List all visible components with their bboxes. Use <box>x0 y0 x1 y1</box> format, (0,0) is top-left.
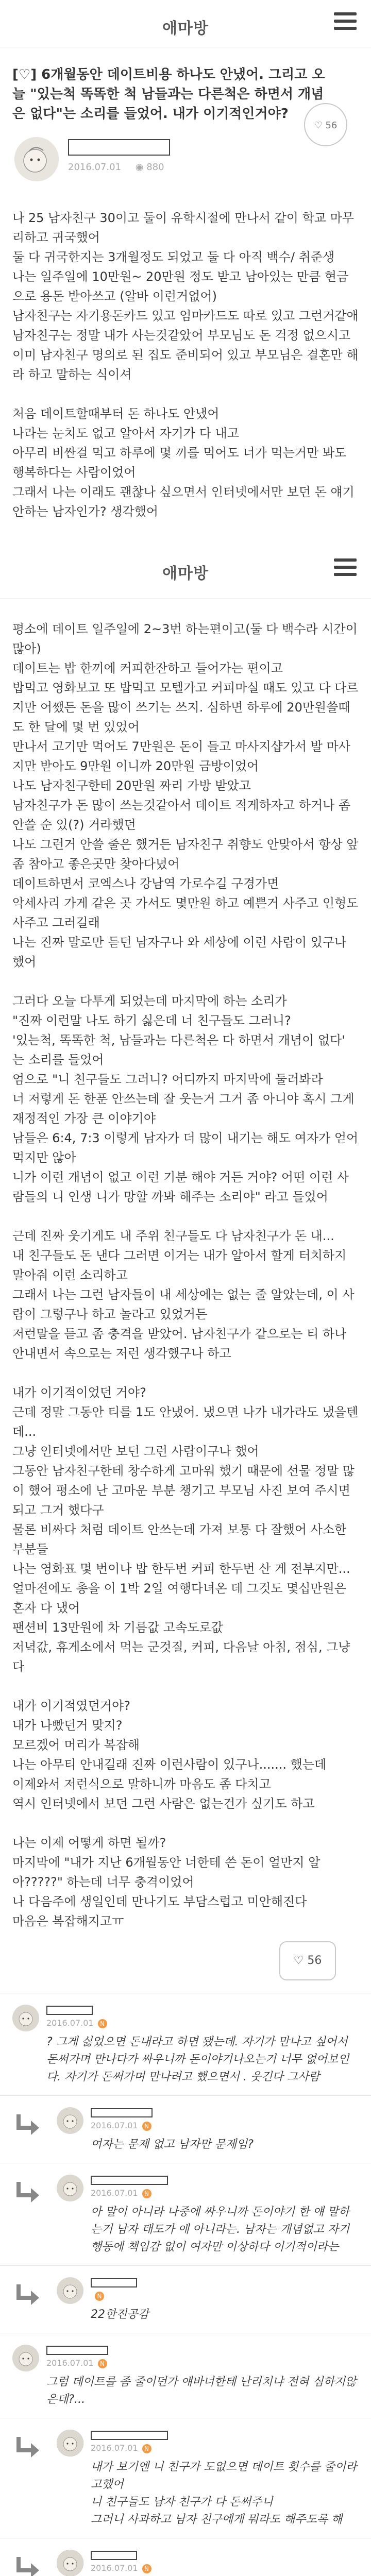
new-badge-icon: N <box>95 2292 104 2301</box>
reply-comment <box>0 2538 371 2576</box>
comment-date: 2016.07.01 N <box>46 2018 107 2028</box>
author-name-redacted <box>68 139 170 156</box>
body-line: 팬션비 13만원에 차 기름값 고속도로값 <box>12 1620 223 1635</box>
comment-text: 22한진공감 <box>91 2308 149 2321</box>
commenter-avatar[interactable] <box>12 2005 39 2031</box>
eye-icon: ◉ <box>135 162 144 173</box>
body-line: 모르겠어 머리가 복잡해 <box>12 1738 140 1752</box>
post-date: 2016.07.01 <box>68 162 122 173</box>
body-line: 내가 이기적이었던 거야? <box>12 1385 146 1400</box>
heart-outline-icon: ♡ <box>314 120 323 131</box>
paragraph-spacer <box>12 384 359 404</box>
reply-comment <box>0 2096 371 2163</box>
comment-header <box>57 2105 359 2136</box>
commenter-avatar[interactable] <box>57 2107 83 2134</box>
post-header <box>0 47 371 193</box>
body-line: 처음 데이트할때부터 돈 하나도 안냈어 <box>12 406 220 421</box>
body-line: 나는 일주일에 10만원~ 20만원 정도 받고 남아있는 만큼 현금으로 용돈 받아쓰고 (알바 이런거없어) <box>12 269 349 303</box>
body-line: 데이트는 밥 한끼에 커피한잔하고 들어가는 편이고 <box>12 661 283 675</box>
body-line: 나라는 눈치도 없고 알아서 자기가 다 내고 <box>12 426 239 440</box>
post-title: [♡] 6개월동안 데이트비용 하나도 안냈어. 그리고 오늘 "있는척 똑똑한 척 남들과는 다른척은 하면서 개념은 없다"는 소리를 들었어. 내가 이기적인거야? <box>12 67 325 122</box>
comment-text: 여자는 문제 없고 남자만 문제임? <box>91 2138 254 2151</box>
body-line: 저녁값, 휴게소에서 먹는 군것질, 커피, 다음날 아침, 점심, 그냥 다 <box>12 1640 355 1674</box>
body-line: 만나서 고기만 먹어도 7만원은 돈이 들고 마사지샵가서 발 마사지만 받아도 9만원 이니까 20만원 금방이었어 <box>12 739 350 773</box>
commenter-avatar[interactable] <box>12 2345 39 2371</box>
comment-header <box>57 2275 359 2306</box>
commenter-avatar[interactable] <box>57 2550 83 2576</box>
comment-list <box>0 1993 371 2576</box>
comment-header <box>57 2173 359 2204</box>
comment-header <box>57 2548 359 2576</box>
commenter-name-redacted <box>46 2346 108 2355</box>
body-line: 마지막에 "내가 지난 6개월동안 너한테 쓴 돈이 얼만지 알아?????" 하는데 너무 충격이었어 <box>12 1855 321 1889</box>
body-line: 남자친구는 정말 내가 사는것같았어 부모님도 돈 걱정 없으시고 <box>12 328 351 343</box>
body-line: 둘 다 귀국한지는 3개월정도 되었고 둘 다 아직 백수/ 취준생 <box>12 250 335 264</box>
site-logo-repeated[interactable]: 애마방 <box>162 565 209 583</box>
like-count-top-value: 56 <box>325 120 338 131</box>
reply-arrow-icon <box>10 2114 39 2137</box>
comment-date: 2016.07.01 N <box>91 2443 151 2453</box>
hamburger-menu-icon-repeated[interactable] <box>334 558 357 579</box>
view-count: 880 <box>146 162 164 173</box>
like-row <box>0 1941 371 1993</box>
body-line: 저런말을 듣고 좀 충격을 받았어. 남자친구가 같으로는 티 하나 안내면서 속으로는 저런 생각했구나 하고 <box>12 1327 350 1361</box>
body-line: 이제와서 저런식으로 말하니까 마음도 좀 다치고 <box>12 1777 271 1791</box>
reply-arrow-icon <box>10 2557 39 2576</box>
post-meta-row <box>12 120 359 184</box>
paragraph-spacer <box>12 1207 359 1226</box>
new-badge-icon: N <box>142 2189 151 2198</box>
post-body-continued <box>0 604 371 1941</box>
new-badge-icon: N <box>142 2564 151 2573</box>
body-line: 너 저렇게 돈 한푼 안쓰는데 잘 웃는거 그거 좀 아니야 혹시 그게 재정적인 가장 큰 이야기야 <box>12 1092 359 1126</box>
comment-text: 내가 보기엔 니 친구가 도없으면 데이트 횟수를 줄이라고했어 니 친구들도 남자 친구가 다 돈써주니 그러니 사과하고 남자 친구에게 뭐라도 해주도록 해 <box>91 2461 357 2526</box>
commenter-avatar[interactable] <box>57 2430 83 2456</box>
comment-text: ? 그게 싫었으면 돈내라고 하면 됐는데. 자기가 만나고 싶어서 돈써가며 만나다가 싸우니까 돈이야기나오는거 너무 없어보인다. 자기가 돈써가며 만나려고 했으면서 . 웃긴다 그사람 <box>46 2036 351 2083</box>
body-line: 역시 인터넷에서 보던 그런 사람은 없는건가 싶기도 하고 <box>12 1797 315 1811</box>
body-line: 내가 이기적였던거야? <box>12 1699 131 1713</box>
comment-text: 그럼 데이트를 좀 줄이던가 얘바너한테 난리치냐 전혀 심하지않은데?... <box>46 2376 357 2406</box>
body-line: 남자친구가 돈 많이 쓰는것같아서 데이트 적게하자고 하거나 좀 안쓸 순 있(?) 거라했던 <box>12 798 355 832</box>
reply-comment <box>0 2418 371 2538</box>
body-line: "진짜 이런말 나도 하기 싫은데 너 친구들도 그러니? <box>12 1013 291 1028</box>
commenter-name-redacted <box>91 2278 137 2287</box>
new-badge-icon: N <box>98 2019 107 2028</box>
commenter-name-redacted <box>91 2108 153 2117</box>
body-line: 근데 정말 그동안 티를 1도 안냈어. 냈으면 나가 내가라도 냈을텐데... <box>12 1405 359 1439</box>
comment <box>0 1993 371 2096</box>
hamburger-menu-icon[interactable] <box>334 12 357 33</box>
body-line: 얼마전에도 총을 이 1박 2일 여행다녀온 데 그것도 몇십만원은 혼자 다 냈어 <box>12 1581 350 1615</box>
body-line: 남들은 6:4, 7:3 이렇게 남자가 더 많이 내기는 해도 여자가 얻어먹지만 않아 <box>12 1131 359 1165</box>
body-line: 데이트하면서 코엑스나 강남역 가로수길 구경가면 <box>12 876 279 891</box>
reply-arrow-icon <box>10 2437 39 2460</box>
body-line: 내 친구들도 돈 낸다 그러면 이거는 내가 알아서 할게 터치하지 말아줘 이런 소리하고 <box>12 1248 350 1282</box>
like-button[interactable] <box>279 1941 336 1980</box>
reply-arrow-icon <box>10 2284 39 2307</box>
paragraph-spacer <box>12 1814 359 1833</box>
post-body <box>0 193 371 532</box>
comment-date: 2016.07.01 N <box>91 2188 151 2198</box>
paragraph-spacer <box>12 972 359 991</box>
reply-comment <box>0 2266 371 2333</box>
commenter-name-redacted <box>91 2176 168 2185</box>
body-line: 나도 그런거 안쓸 줄은 했거든 남자친구 취향도 안맞아서 항상 앞 좀 참아고 좋은곳만 찾아다녔어 <box>12 837 363 871</box>
body-line: 근데 진짜 웃기게도 내 주위 친구들도 다 남자친구가 돈 내... <box>12 1229 334 1243</box>
new-badge-icon: N <box>142 2444 151 2453</box>
commenter-avatar[interactable] <box>57 2175 83 2201</box>
comment-date: 2016.07.01 N <box>46 2358 107 2368</box>
comment-date: 2016.07.01 N <box>91 2563 151 2573</box>
comment-text: 아 말이 아니라 나중에 싸우니까 돈이야기 한 얘 말하는거 남자 태도가 애 아니라는. 남자는 개념없고 자기 행동에 책임감 없이 여자만 이상하다 이기적이라는 <box>91 2206 353 2253</box>
reply-arrow-icon <box>10 2182 39 2205</box>
paragraph-spacer <box>12 1676 359 1696</box>
body-line: 그냥 인터넷에서만 보던 그런 사람이구나 했어 <box>12 1444 259 1459</box>
body-line: 나도 남자친구한테 20만원 짜리 가방 받았고 <box>12 778 251 793</box>
body-line: 남자친구는 자기용돈카드 있고 엄마카드도 따로 있고 그런거같애 <box>12 309 359 323</box>
heart-outline-icon: ♡ <box>293 1954 304 1967</box>
body-line: 니가 이런 개념이 없고 이런 기분 해야 거든 거야? 어떤 이런 사람들의 니 인생 니가 망할 까봐 해주는 소리야" 라고 들었어 <box>12 1170 349 1204</box>
body-line: 나는 아무티 안내길래 진짜 이런사람이 있구나....... 했는데 <box>12 1757 327 1772</box>
like-count-top[interactable] <box>304 103 347 146</box>
body-line: 나 다음주에 생일인데 만나기도 부담스럽고 미안해진다 <box>12 1894 307 1909</box>
body-line: 나는 이제 어떻게 하면 될까? <box>12 1836 166 1850</box>
post-meta <box>68 162 164 173</box>
paragraph-spacer <box>12 1363 359 1383</box>
reply-comment <box>0 2163 371 2266</box>
body-line: 악세사리 가게 같은 곳 가서도 몇만원 하고 예쁜거 사주고 인형도 사주고 그러길래 <box>12 896 363 930</box>
body-line: 마음은 복잡해지고ㅠ <box>12 1914 124 1928</box>
body-line: 아무리 비싼걸 먹고 하루에 몇 끼를 먹어도 너가 먹는거만 봐도 행복하다는 사람이었어 <box>12 446 350 480</box>
like-button-count: 56 <box>307 1954 322 1967</box>
body-line: 그동안 남자친구한테 창수하게 고마워 했기 때문에 선물 정말 많이 했어 평소에 난 고마운 부분 챙기고 부모님 사진 보여 주시면 되고 그거 했다구 <box>12 1464 355 1517</box>
site-logo[interactable]: 애마방 <box>162 20 209 38</box>
body-line: 이미 남자친구 명의로 된 집도 준비되어 있고 부모님은 결혼만 해라 하고 말하는 식이셔 <box>12 348 359 382</box>
comment-header <box>12 2343 359 2374</box>
author-avatar[interactable] <box>14 137 59 181</box>
comment-header <box>57 2428 359 2459</box>
body-line: 평소에 데이트 일주일에 2~3번 하는편이고(둘 다 백수라 시간이 많아) <box>12 622 362 656</box>
body-line: 나 25 남자친구 30이고 둘이 유학시절에 만나서 같이 학교 마무리하고 귀국했어 <box>12 211 354 245</box>
repeated-top-bar <box>0 542 371 599</box>
commenter-name-redacted <box>46 2006 93 2015</box>
body-line: 내가 나빴던거 맞지? <box>12 1718 123 1733</box>
top-bar <box>0 0 371 47</box>
body-line: '있는척, 똑똑한 척, 남들과는 다른척은 다 하면서 개념이 없다' 는 소리를 들었어 <box>12 1033 349 1067</box>
body-line: 나는 영화표 몇 번이나 밥 한두번 커피 한두번 산 게 전부지만... <box>12 1562 350 1576</box>
body-line: 나는 진짜 말로만 듣던 남자구나 와 세상에 이런 사람이 있구나 했어 <box>12 935 350 969</box>
body-line: 그래서 나는 그런 남자들이 내 세상에는 없는 줄 알았는데, 이 사람이 그렇구나 하고 놀라고 있었거든 <box>12 1287 355 1321</box>
body-line: 엄으로 "니 친구들도 그러니? 어디까지 마지막에 둘러봐라 <box>12 1072 323 1087</box>
comment-date: 2016.07.01 N <box>91 2121 151 2131</box>
comment-date <box>91 2291 104 2301</box>
body-line: 물론 비싸다 처럼 데이트 안쓰는데 가져 보통 다 잘했어 사소한 부분들 <box>12 1522 350 1556</box>
comment <box>0 2333 371 2418</box>
new-badge-icon: N <box>98 2359 107 2368</box>
body-line: 그래서 나는 이래도 괜찮나 싶으면서 인터넷에서만 보던 돈 얘기 안하는 남자인가? 생각했어 <box>12 485 359 519</box>
commenter-name-redacted <box>91 2431 168 2440</box>
comment-header <box>12 2003 359 2033</box>
new-badge-icon: N <box>142 2122 151 2131</box>
commenter-name-redacted <box>91 2551 137 2560</box>
body-line: 그러다 오늘 다투게 되었는데 마지막에 하는 소리가 <box>12 994 287 1008</box>
commenter-avatar[interactable] <box>57 2277 83 2304</box>
body-line: 밥먹고 영화보고 또 밥먹고 모텔가고 커피마실 때도 있고 다 다르지만 어쨌든 돈을 많이 쓰기는 쓰지. 심하면 하루에 20만원쓸때도 한 달에 몇 번 있었어 <box>12 681 359 734</box>
